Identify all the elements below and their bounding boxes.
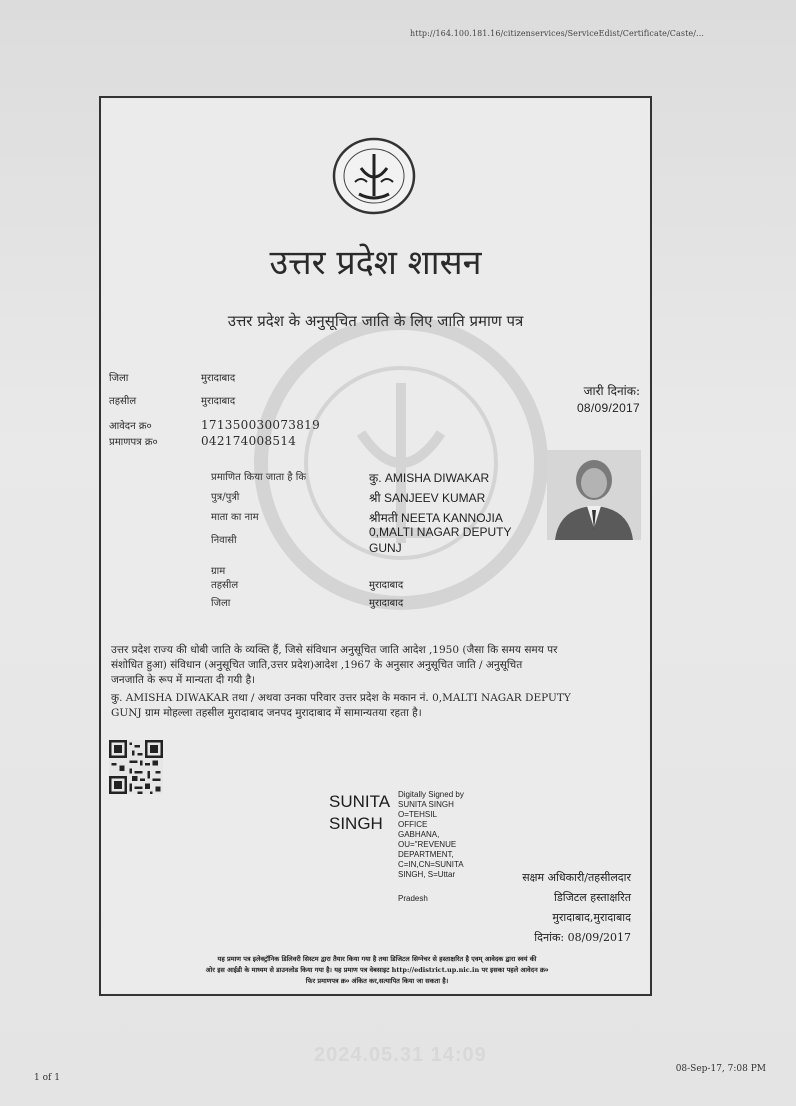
- application-label: आवेदन क्र०: [109, 421, 152, 432]
- footnote-line2: ओर इस आईडी के माध्यम से डाउनलोड किया गया है। यह प्रमाण पत्र वेबसाइट http://edistrict.up.nic.in पर इसका पहले आवेदन क्र०: [205, 966, 549, 974]
- detail-district-label: जिला: [211, 598, 231, 609]
- issue-date-block: [577, 383, 640, 417]
- resident-label: निवासी: [211, 535, 237, 546]
- verification-footnote: [107, 954, 647, 987]
- signatory-name-line2: SINGH: [329, 814, 383, 833]
- certify-label: प्रमाणित किया जाता है कि: [211, 472, 307, 483]
- issue-date-label: जारी दिनांक:: [583, 384, 640, 398]
- applicant-photo: [547, 450, 641, 540]
- caste-statement-line3: जनजाति के रूप में मान्यता दी गयी है।: [111, 674, 256, 686]
- mother-name: श्रीमती NEETA KANNOJIA: [369, 511, 503, 525]
- print-datetime: 08-Sep-17, 7:08 PM: [675, 1064, 766, 1074]
- camera-timestamp: 2024.05.31 14:09: [314, 1044, 487, 1066]
- residence-statement-paragraph: [111, 691, 643, 721]
- watermark-emblem-icon: [251, 313, 551, 613]
- signatory-name-line1: SUNITA: [329, 792, 391, 811]
- footnote-line3: फिर प्रमाणपत्र क्र० अंकित कर,सत्यापित किया जा सकता है।: [305, 977, 449, 985]
- issue-date-value: 08/09/2017: [576, 401, 640, 415]
- certificate-label: प्रमाणपत्र क्र०: [109, 437, 158, 448]
- footnote-line1: यह प्रमाण पत्र इलेक्ट्रॉनिक डिलिवरी सिस्टम द्वारा तैयार किया गया है तथा डिजिटल सिग्नेचर से हस्ताक्षरित है एवम् आवेदक द्वारा स्वयं की: [217, 955, 537, 963]
- authority-location: मुरादाबाद,मुरादाबाद: [552, 911, 631, 924]
- caste-statement-paragraph: [111, 643, 643, 688]
- resident-address-line1: 0,MALTI NAGAR DEPUTY: [369, 525, 512, 539]
- caste-statement-line1: उत्तर प्रदेश राज्य की धोबी जाति के व्यक्ति हैं, जिसे संविधान अनुसूचित जाति आदेश ,1950 (जैसा कि समय समय पर: [111, 644, 558, 656]
- up-emblem-icon: [331, 136, 417, 216]
- certificate-subheading: उत्तर प्रदेश के अनुसूचित जाति के लिए जाति प्रमाण पत्र: [227, 312, 524, 330]
- tehsil-label: तहसील: [109, 396, 137, 407]
- qr-code-icon: [109, 740, 163, 794]
- tehsil-value: मुरादाबाद: [201, 396, 236, 407]
- application-number: 171350030073819: [201, 418, 321, 432]
- relation-label: पुत्र/पुत्री: [211, 492, 240, 503]
- certificate-heading: उत्तर प्रदेश शासन: [269, 243, 482, 283]
- father-name: श्री SANJEEV KUMAR: [369, 491, 486, 505]
- detail-tehsil-label: तहसील: [211, 580, 239, 591]
- district-value: मुरादाबाद: [201, 373, 236, 384]
- page-count: 1 of 1: [34, 1073, 60, 1083]
- certificate-frame: [99, 96, 652, 996]
- mother-label: माता का नाम: [211, 512, 259, 523]
- village-label: ग्राम: [211, 566, 226, 577]
- authority-title: सक्षम अधिकारी/तहसीलदार: [522, 871, 631, 884]
- resident-address-line2: GUNJ: [369, 541, 402, 555]
- authority-date: दिनांक: 08/09/2017: [534, 931, 631, 944]
- person-photo-icon: [547, 450, 641, 540]
- digital-signature-details: Digitally Signed by SUNITA SINGH O=TEHSIL OFFICE GABHANA, OU="REVENUE DEPARTMENT, C=IN,CN=SUNITA SINGH, S=Uttar: [398, 790, 464, 879]
- detail-tehsil-value: मुरादाबाद: [369, 580, 404, 591]
- detail-district-value: मुरादाबाद: [369, 598, 404, 609]
- digital-signature-state: Pradesh: [398, 894, 428, 903]
- holder-name: कु. AMISHA DIWAKAR: [369, 471, 490, 485]
- certificate-number: 042174008514: [201, 434, 297, 448]
- caste-statement-line2: संशोधित हुआ) संविधान (अनुसूचित जाति,उत्तर प्रदेश)आदेश ,1967 के अनुसार अनुसूचित जाति / अनुसूचित: [111, 659, 523, 671]
- authority-digital-signed: डिजिटल हस्ताक्षरित: [554, 891, 631, 904]
- browser-url: http://164.100.181.16/citizenservices/ServiceEdist/Certificate/Caste/...: [410, 29, 704, 38]
- district-label: जिला: [109, 373, 129, 384]
- issuing-authority-block: [481, 868, 631, 948]
- residence-statement-line1: कु. AMISHA DIWAKAR तथा / अथवा उनका परिवार उत्तर प्रदेश के मकान नं. 0,MALTI NAGAR DEPUTY: [111, 692, 571, 704]
- residence-statement-line2: GUNJ ग्राम मोहल्ला तहसील मुरादाबाद जनपद मुरादाबाद में सामान्यतया रहता है।: [111, 707, 422, 719]
